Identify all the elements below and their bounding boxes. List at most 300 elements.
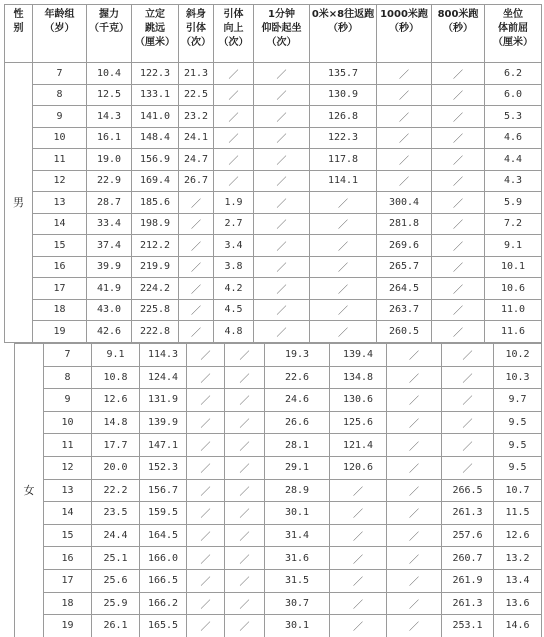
situp-cell: ／ — [254, 84, 310, 106]
run-1000m-cell: 281.8 — [377, 213, 432, 235]
female-fitness-table — [14, 343, 542, 637]
run-800m-cell: 261.3 — [442, 592, 494, 615]
grip-strength-cell: 39.9 — [87, 256, 132, 278]
pullup-cell: ／ — [225, 434, 265, 457]
shuttle-run-cell: ／ — [330, 615, 387, 637]
incline-pullup-cell: ／ — [187, 389, 225, 412]
pullup-cell: 4.2 — [214, 278, 254, 300]
pullup-cell: ／ — [214, 63, 254, 85]
incline-pullup-cell: ／ — [187, 547, 225, 570]
age-cell: 13 — [33, 192, 87, 214]
grip-strength-cell: 12.5 — [87, 84, 132, 106]
standing-long-jump-cell: 224.2 — [132, 278, 179, 300]
sit-and-reach-cell: 9.7 — [494, 389, 542, 412]
standing-long-jump-cell: 159.5 — [140, 502, 187, 525]
run-800m-cell: 260.7 — [442, 547, 494, 570]
shuttle-run-cell: 134.8 — [330, 366, 387, 389]
pullup-cell: ／ — [225, 592, 265, 615]
shuttle-run-cell: 120.6 — [330, 456, 387, 479]
age-cell: 7 — [44, 344, 92, 367]
standing-long-jump-cell: 164.5 — [140, 524, 187, 547]
shuttle-run-cell: ／ — [330, 547, 387, 570]
sit-and-reach-cell: 5.3 — [485, 106, 542, 128]
incline-pullup-cell: 23.2 — [179, 106, 214, 128]
age-cell: 14 — [44, 502, 92, 525]
run-1000m-cell: 263.7 — [377, 299, 432, 321]
incline-pullup-cell: ／ — [187, 411, 225, 434]
grip-strength-cell: 26.1 — [92, 615, 140, 637]
run-800m-cell: 261.3 — [442, 502, 494, 525]
situp-cell: 30.7 — [265, 592, 330, 615]
grip-strength-cell: 10.4 — [87, 63, 132, 85]
sit-and-reach-cell: 10.2 — [494, 344, 542, 367]
incline-pullup-cell: ／ — [187, 524, 225, 547]
male-table-row — [5, 106, 542, 128]
grip-strength-cell: 37.4 — [87, 235, 132, 257]
pullup-cell: ／ — [225, 456, 265, 479]
run-800m-cell: ／ — [442, 456, 494, 479]
run-1000m-cell: ／ — [387, 389, 442, 412]
sit-and-reach-cell: 10.6 — [485, 278, 542, 300]
sit-and-reach-cell: 10.3 — [494, 366, 542, 389]
situp-cell: ／ — [254, 278, 310, 300]
header-800m-run: 800米跑 （秒） — [432, 5, 485, 63]
run-800m-cell: ／ — [442, 411, 494, 434]
situp-cell: ／ — [254, 299, 310, 321]
sit-and-reach-cell: 7.2 — [485, 213, 542, 235]
age-cell: 15 — [33, 235, 87, 257]
run-800m-cell: 261.9 — [442, 569, 494, 592]
grip-strength-cell: 22.9 — [87, 170, 132, 192]
age-cell: 17 — [33, 278, 87, 300]
header-sex: 性 别 — [5, 5, 33, 63]
pullup-cell: 4.5 — [214, 299, 254, 321]
run-1000m-cell: ／ — [377, 63, 432, 85]
header-shuttle-run: 0米×8往返跑 （秒） — [310, 5, 377, 63]
run-800m-cell: 266.5 — [442, 479, 494, 502]
situp-cell: 30.1 — [265, 615, 330, 637]
header-age: 年龄组 （岁） — [33, 5, 87, 63]
standing-long-jump-cell: 225.8 — [132, 299, 179, 321]
shuttle-run-cell: 139.4 — [330, 344, 387, 367]
male-table-row — [5, 278, 542, 300]
situp-cell: 24.6 — [265, 389, 330, 412]
run-1000m-cell: 300.4 — [377, 192, 432, 214]
run-1000m-cell: ／ — [387, 569, 442, 592]
run-1000m-cell: ／ — [387, 524, 442, 547]
run-1000m-cell: ／ — [377, 149, 432, 171]
age-cell: 13 — [44, 479, 92, 502]
shuttle-run-cell: 117.8 — [310, 149, 377, 171]
header-pullup: 引体 向上 （次） — [214, 5, 254, 63]
age-cell: 11 — [33, 149, 87, 171]
incline-pullup-cell: ／ — [187, 615, 225, 637]
female-table-row — [15, 456, 542, 479]
sit-and-reach-cell: 13.2 — [494, 547, 542, 570]
incline-pullup-cell: ／ — [187, 366, 225, 389]
pullup-cell: ／ — [214, 84, 254, 106]
run-1000m-cell: ／ — [387, 366, 442, 389]
age-cell: 17 — [44, 569, 92, 592]
shuttle-run-cell: 114.1 — [310, 170, 377, 192]
male-table-row — [5, 84, 542, 106]
female-table-row — [15, 366, 542, 389]
pullup-cell: ／ — [225, 366, 265, 389]
shuttle-run-cell: 130.6 — [330, 389, 387, 412]
run-1000m-cell: ／ — [387, 344, 442, 367]
age-cell: 9 — [33, 106, 87, 128]
incline-pullup-cell: ／ — [187, 592, 225, 615]
run-1000m-cell: ／ — [377, 84, 432, 106]
male-table-row — [5, 192, 542, 214]
shuttle-run-cell: ／ — [330, 502, 387, 525]
age-cell: 8 — [33, 84, 87, 106]
sit-and-reach-cell: 6.0 — [485, 84, 542, 106]
situp-cell: 30.1 — [265, 502, 330, 525]
standing-long-jump-cell: 147.1 — [140, 434, 187, 457]
standing-long-jump-cell: 156.7 — [140, 479, 187, 502]
run-800m-cell: ／ — [442, 344, 494, 367]
female-table-row — [15, 569, 542, 592]
grip-strength-cell: 14.8 — [92, 411, 140, 434]
pullup-cell: ／ — [225, 479, 265, 502]
shuttle-run-cell: ／ — [310, 321, 377, 343]
run-800m-cell: ／ — [432, 256, 485, 278]
shuttle-run-cell: ／ — [310, 192, 377, 214]
age-cell: 19 — [44, 615, 92, 637]
grip-strength-cell: 33.4 — [87, 213, 132, 235]
header-situp: 1分钟 仰卧起坐 （次） — [254, 5, 310, 63]
header-sit-and-reach: 坐位 体前屈 （厘米） — [485, 5, 542, 63]
run-1000m-cell: ／ — [387, 456, 442, 479]
situp-cell: ／ — [254, 213, 310, 235]
sit-and-reach-cell: 5.9 — [485, 192, 542, 214]
run-800m-cell: ／ — [432, 213, 485, 235]
run-800m-cell: ／ — [432, 106, 485, 128]
situp-cell: 19.3 — [265, 344, 330, 367]
run-1000m-cell: ／ — [387, 411, 442, 434]
grip-strength-cell: 25.1 — [92, 547, 140, 570]
sit-and-reach-cell: 9.5 — [494, 456, 542, 479]
standing-long-jump-cell: 131.9 — [140, 389, 187, 412]
sit-and-reach-cell: 13.4 — [494, 569, 542, 592]
incline-pullup-cell: 21.3 — [179, 63, 214, 85]
standing-long-jump-cell: 141.0 — [132, 106, 179, 128]
grip-strength-cell: 10.8 — [92, 366, 140, 389]
grip-strength-cell: 14.3 — [87, 106, 132, 128]
header-1000m-run: 1000米跑 （秒） — [377, 5, 432, 63]
shuttle-run-cell: ／ — [310, 299, 377, 321]
incline-pullup-cell: ／ — [187, 479, 225, 502]
incline-pullup-cell: ／ — [179, 256, 214, 278]
male-table-row — [5, 321, 542, 343]
female-table-row — [15, 479, 542, 502]
male-sex-label: 男 — [5, 63, 33, 343]
age-cell: 18 — [44, 592, 92, 615]
male-table-row — [5, 63, 542, 85]
sit-and-reach-cell: 11.6 — [485, 321, 542, 343]
standing-long-jump-cell: 166.2 — [140, 592, 187, 615]
age-cell: 19 — [33, 321, 87, 343]
grip-strength-cell: 42.6 — [87, 321, 132, 343]
female-sex-label: 女 — [15, 344, 44, 637]
grip-strength-cell: 23.5 — [92, 502, 140, 525]
female-table-row — [15, 547, 542, 570]
run-1000m-cell: ／ — [377, 106, 432, 128]
male-fitness-table — [4, 4, 542, 343]
grip-strength-cell: 16.1 — [87, 127, 132, 149]
run-800m-cell: ／ — [432, 127, 485, 149]
sit-and-reach-cell: 9.5 — [494, 434, 542, 457]
run-1000m-cell: ／ — [377, 127, 432, 149]
situp-cell: 29.1 — [265, 456, 330, 479]
grip-strength-cell: 24.4 — [92, 524, 140, 547]
grip-strength-cell: 25.9 — [92, 592, 140, 615]
pullup-cell: ／ — [225, 389, 265, 412]
sit-and-reach-cell: 10.1 — [485, 256, 542, 278]
incline-pullup-cell: ／ — [179, 192, 214, 214]
male-table-row — [5, 213, 542, 235]
incline-pullup-cell: ／ — [179, 321, 214, 343]
situp-cell: ／ — [254, 235, 310, 257]
run-800m-cell: ／ — [442, 434, 494, 457]
age-cell: 16 — [33, 256, 87, 278]
grip-strength-cell: 9.1 — [92, 344, 140, 367]
pullup-cell: ／ — [225, 615, 265, 637]
run-1000m-cell: ／ — [377, 170, 432, 192]
grip-strength-cell: 19.0 — [87, 149, 132, 171]
pullup-cell: 3.4 — [214, 235, 254, 257]
age-cell: 18 — [33, 299, 87, 321]
standing-long-jump-cell: 222.8 — [132, 321, 179, 343]
shuttle-run-cell: 121.4 — [330, 434, 387, 457]
run-800m-cell: ／ — [432, 321, 485, 343]
male-table-row — [5, 149, 542, 171]
incline-pullup-cell: 22.5 — [179, 84, 214, 106]
pullup-cell: ／ — [214, 127, 254, 149]
run-1000m-cell: ／ — [387, 592, 442, 615]
sit-and-reach-cell: 11.0 — [485, 299, 542, 321]
standing-long-jump-cell: 124.4 — [140, 366, 187, 389]
incline-pullup-cell: ／ — [187, 434, 225, 457]
header-jump: 立定 跳远 （厘米） — [132, 5, 179, 63]
grip-strength-cell: 25.6 — [92, 569, 140, 592]
shuttle-run-cell: ／ — [330, 479, 387, 502]
pullup-cell: 3.8 — [214, 256, 254, 278]
female-table-row — [15, 434, 542, 457]
situp-cell: ／ — [254, 321, 310, 343]
age-cell: 15 — [44, 524, 92, 547]
grip-strength-cell: 43.0 — [87, 299, 132, 321]
female-table-row — [15, 502, 542, 525]
standing-long-jump-cell: 156.9 — [132, 149, 179, 171]
shuttle-run-cell: ／ — [310, 213, 377, 235]
run-1000m-cell: 260.5 — [377, 321, 432, 343]
situp-cell: 31.4 — [265, 524, 330, 547]
female-table-row — [15, 411, 542, 434]
sit-and-reach-cell: 11.5 — [494, 502, 542, 525]
female-table-row — [15, 344, 542, 367]
age-cell: 11 — [44, 434, 92, 457]
grip-strength-cell: 20.0 — [92, 456, 140, 479]
run-800m-cell: ／ — [432, 278, 485, 300]
age-cell: 12 — [33, 170, 87, 192]
standing-long-jump-cell: 166.5 — [140, 569, 187, 592]
incline-pullup-cell: ／ — [187, 344, 225, 367]
run-1000m-cell: 264.5 — [377, 278, 432, 300]
incline-pullup-cell: ／ — [179, 235, 214, 257]
standing-long-jump-cell: 212.2 — [132, 235, 179, 257]
grip-strength-cell: 12.6 — [92, 389, 140, 412]
sit-and-reach-cell: 9.1 — [485, 235, 542, 257]
sit-and-reach-cell: 4.3 — [485, 170, 542, 192]
standing-long-jump-cell: 219.9 — [132, 256, 179, 278]
incline-pullup-cell: ／ — [187, 569, 225, 592]
incline-pullup-cell: ／ — [187, 456, 225, 479]
incline-pullup-cell: 24.7 — [179, 149, 214, 171]
sit-and-reach-cell: 4.4 — [485, 149, 542, 171]
standing-long-jump-cell: 148.4 — [132, 127, 179, 149]
pullup-cell: 2.7 — [214, 213, 254, 235]
male-table-row — [5, 235, 542, 257]
standing-long-jump-cell: 198.9 — [132, 213, 179, 235]
grip-strength-cell: 17.7 — [92, 434, 140, 457]
situp-cell: ／ — [254, 192, 310, 214]
pullup-cell: ／ — [225, 344, 265, 367]
standing-long-jump-cell: 133.1 — [132, 84, 179, 106]
shuttle-run-cell: 125.6 — [330, 411, 387, 434]
sit-and-reach-cell: 12.6 — [494, 524, 542, 547]
incline-pullup-cell: ／ — [187, 502, 225, 525]
standing-long-jump-cell: 185.6 — [132, 192, 179, 214]
header-incline-pullup: 斜身 引体 （次） — [179, 5, 214, 63]
shuttle-run-cell: ／ — [310, 278, 377, 300]
shuttle-run-cell: ／ — [330, 592, 387, 615]
run-800m-cell: ／ — [432, 235, 485, 257]
run-1000m-cell: ／ — [387, 502, 442, 525]
age-cell: 7 — [33, 63, 87, 85]
shuttle-run-cell: ／ — [310, 235, 377, 257]
situp-cell: 31.5 — [265, 569, 330, 592]
incline-pullup-cell: ／ — [179, 299, 214, 321]
header-row — [5, 5, 542, 63]
header-grip: 握力 （千克） — [87, 5, 132, 63]
grip-strength-cell: 28.7 — [87, 192, 132, 214]
standing-long-jump-cell: 114.3 — [140, 344, 187, 367]
run-1000m-cell: ／ — [387, 615, 442, 637]
standing-long-jump-cell: 169.4 — [132, 170, 179, 192]
age-cell: 9 — [44, 389, 92, 412]
pullup-cell: ／ — [214, 106, 254, 128]
run-1000m-cell: ／ — [387, 479, 442, 502]
shuttle-run-cell: 126.8 — [310, 106, 377, 128]
run-800m-cell: ／ — [432, 84, 485, 106]
age-cell: 10 — [33, 127, 87, 149]
age-cell: 12 — [44, 456, 92, 479]
shuttle-run-cell: 135.7 — [310, 63, 377, 85]
incline-pullup-cell: ／ — [179, 213, 214, 235]
grip-strength-cell: 22.2 — [92, 479, 140, 502]
run-800m-cell: 253.1 — [442, 615, 494, 637]
run-800m-cell: ／ — [432, 149, 485, 171]
run-800m-cell: ／ — [432, 192, 485, 214]
situp-cell: ／ — [254, 149, 310, 171]
pullup-cell: 1.9 — [214, 192, 254, 214]
pullup-cell: ／ — [225, 411, 265, 434]
age-cell: 14 — [33, 213, 87, 235]
situp-cell: 28.1 — [265, 434, 330, 457]
run-1000m-cell: 269.6 — [377, 235, 432, 257]
run-800m-cell: 257.6 — [442, 524, 494, 547]
incline-pullup-cell: 24.1 — [179, 127, 214, 149]
situp-cell: 31.6 — [265, 547, 330, 570]
pullup-cell: ／ — [225, 547, 265, 570]
run-1000m-cell: ／ — [387, 434, 442, 457]
incline-pullup-cell: ／ — [179, 278, 214, 300]
standing-long-jump-cell: 152.3 — [140, 456, 187, 479]
run-800m-cell: ／ — [432, 170, 485, 192]
situp-cell: ／ — [254, 256, 310, 278]
run-800m-cell: ／ — [442, 366, 494, 389]
shuttle-run-cell: ／ — [330, 524, 387, 547]
male-table-row — [5, 299, 542, 321]
grip-strength-cell: 41.9 — [87, 278, 132, 300]
sit-and-reach-cell: 9.5 — [494, 411, 542, 434]
sit-and-reach-cell: 10.7 — [494, 479, 542, 502]
male-table-row — [5, 256, 542, 278]
female-table-row — [15, 592, 542, 615]
female-table-row — [15, 389, 542, 412]
sit-and-reach-cell: 14.6 — [494, 615, 542, 637]
run-800m-cell: ／ — [432, 63, 485, 85]
pullup-cell: 4.8 — [214, 321, 254, 343]
age-cell: 8 — [44, 366, 92, 389]
pullup-cell: ／ — [225, 502, 265, 525]
female-table-row — [15, 524, 542, 547]
pullup-cell: ／ — [214, 170, 254, 192]
shuttle-run-cell: 130.9 — [310, 84, 377, 106]
run-1000m-cell: 265.7 — [377, 256, 432, 278]
run-1000m-cell: ／ — [387, 547, 442, 570]
pullup-cell: ／ — [225, 524, 265, 547]
standing-long-jump-cell: 166.0 — [140, 547, 187, 570]
run-800m-cell: ／ — [442, 389, 494, 412]
standing-long-jump-cell: 122.3 — [132, 63, 179, 85]
male-table-row — [5, 170, 542, 192]
pullup-cell: ／ — [225, 569, 265, 592]
situp-cell: ／ — [254, 63, 310, 85]
situp-cell: 28.9 — [265, 479, 330, 502]
situp-cell: ／ — [254, 170, 310, 192]
run-800m-cell: ／ — [432, 299, 485, 321]
shuttle-run-cell: 122.3 — [310, 127, 377, 149]
standing-long-jump-cell: 139.9 — [140, 411, 187, 434]
sit-and-reach-cell: 4.6 — [485, 127, 542, 149]
shuttle-run-cell: ／ — [330, 569, 387, 592]
situp-cell: ／ — [254, 127, 310, 149]
sit-and-reach-cell: 6.2 — [485, 63, 542, 85]
age-cell: 16 — [44, 547, 92, 570]
sit-and-reach-cell: 13.6 — [494, 592, 542, 615]
standing-long-jump-cell: 165.5 — [140, 615, 187, 637]
situp-cell: ／ — [254, 106, 310, 128]
shuttle-run-cell: ／ — [310, 256, 377, 278]
female-table-row — [15, 615, 542, 637]
pullup-cell: ／ — [214, 149, 254, 171]
incline-pullup-cell: 26.7 — [179, 170, 214, 192]
situp-cell: 22.6 — [265, 366, 330, 389]
situp-cell: 26.6 — [265, 411, 330, 434]
